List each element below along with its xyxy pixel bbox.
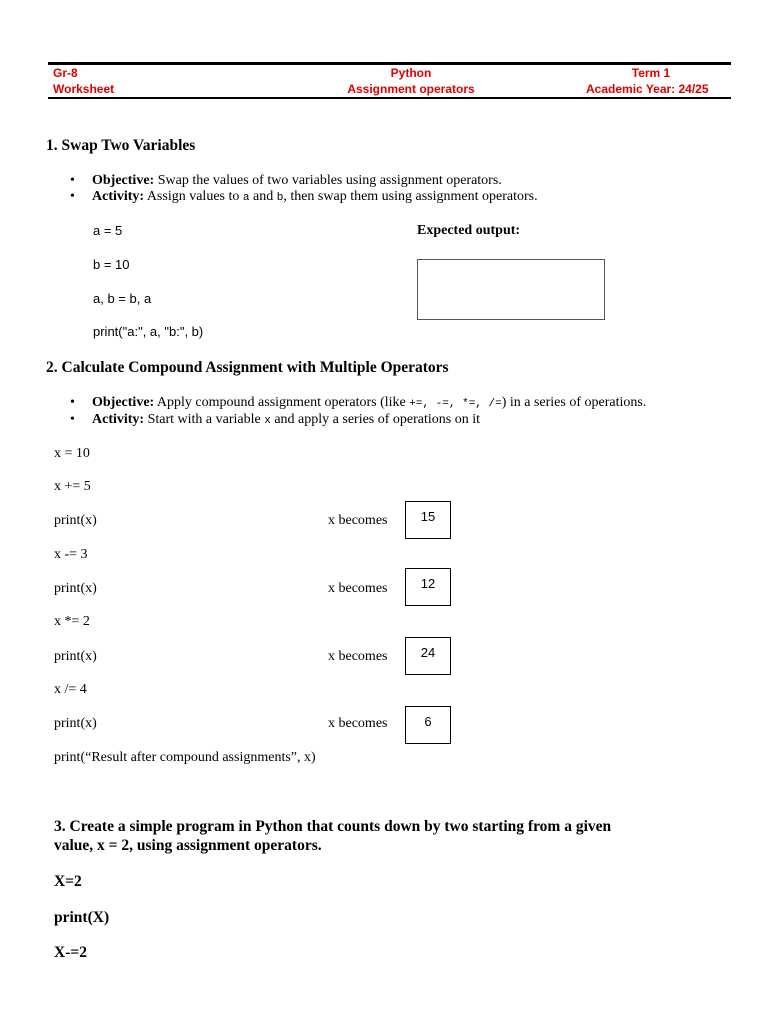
s2-print-1: print(x) bbox=[54, 513, 97, 528]
s3-code-line-1: X=2 bbox=[54, 873, 82, 890]
s2-becomes-2: x becomes bbox=[328, 581, 388, 596]
section1-objective: • Objective: Swap the values of two variables using assignment operators. bbox=[70, 173, 538, 189]
s3-code-line-2: print(X) bbox=[54, 909, 110, 926]
expected-output-box[interactable] bbox=[417, 259, 605, 320]
section1-title: 1. Swap Two Variables bbox=[46, 137, 196, 154]
header-subject: Python bbox=[390, 66, 432, 80]
section1-bullets bbox=[70, 173, 538, 206]
s2-answer-box-3[interactable]: 24 bbox=[405, 637, 451, 675]
section3-title-line1: 3. Create a simple program in Python that counts down by two starting from a given bbox=[54, 818, 612, 835]
s2-answer-box-1[interactable]: 15 bbox=[405, 501, 451, 539]
s2-print-3: print(x) bbox=[54, 649, 97, 664]
section2-activity: • Activity: Start with a variable x and apply a series of operations on it bbox=[70, 412, 646, 429]
expected-output-label: Expected output: bbox=[417, 223, 521, 238]
s1-code-line-2: b = 10 bbox=[93, 257, 130, 272]
s2-becomes-4: x becomes bbox=[328, 716, 388, 731]
s2-final-print: print(“Result after compound assignments”, x) bbox=[54, 750, 316, 765]
s3-code-line-3: X-=2 bbox=[54, 944, 87, 961]
s2-answer-box-2[interactable]: 12 bbox=[405, 568, 451, 606]
section3-title-line2: value, x = 2, using assignment operators. bbox=[54, 837, 322, 854]
header-topic: Assignment operators bbox=[347, 82, 475, 96]
s2-becomes-3: x becomes bbox=[328, 649, 388, 664]
s2-print-4: print(x) bbox=[54, 716, 97, 731]
section2-title: 2. Calculate Compound Assignment with Multiple Operators bbox=[46, 359, 449, 376]
header-bottom-rule bbox=[48, 97, 731, 99]
s2-op-4: x /= 4 bbox=[54, 682, 87, 697]
s2-op-3: x *= 2 bbox=[54, 614, 90, 629]
header-grade: Gr-8 bbox=[53, 66, 78, 80]
s1-code-line-4: print("a:", a, "b:", b) bbox=[93, 324, 204, 339]
s2-answer-box-4[interactable]: 6 bbox=[405, 706, 451, 744]
s2-op-2: x -= 3 bbox=[54, 547, 88, 562]
s1-code-line-1: a = 5 bbox=[93, 223, 123, 238]
s2-print-2: print(x) bbox=[54, 581, 97, 596]
section2-bullets bbox=[70, 395, 646, 429]
s2-op-1: x += 5 bbox=[54, 479, 91, 494]
header-term: Term 1 bbox=[631, 66, 671, 80]
header-doc-type: Worksheet bbox=[53, 82, 115, 96]
s2-becomes-1: x becomes bbox=[328, 513, 388, 528]
header-top-rule bbox=[48, 62, 731, 65]
header-academic-year: Academic Year: 24/25 bbox=[586, 82, 709, 96]
section2-objective: • Objective: Apply compound assignment operators (like +=, -=, *=, /=) in a series of operations. bbox=[70, 395, 646, 412]
s1-code-line-3: a, b = b, a bbox=[93, 291, 152, 306]
section1-activity: • Activity: Assign values to a and b, then swap them using assignment operators. bbox=[70, 189, 538, 206]
s2-init-line: x = 10 bbox=[54, 446, 90, 461]
